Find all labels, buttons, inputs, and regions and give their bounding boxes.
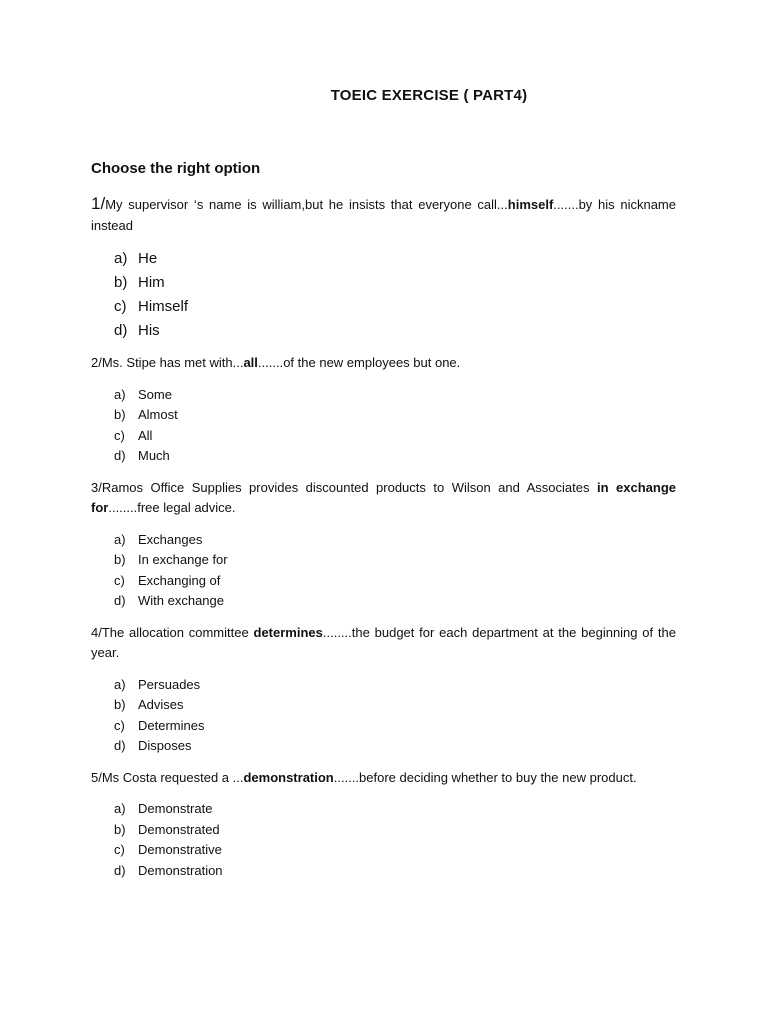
option-letter: d) (114, 448, 126, 463)
option-text: Demonstration (138, 862, 223, 878)
question-1-option-b (114, 271, 676, 295)
questions-list (91, 194, 676, 892)
question-1-option-d (114, 319, 676, 343)
option-letter: c) (114, 842, 125, 857)
question-4-text-before: The allocation committee (101, 624, 254, 640)
question-3-text-after: ........free legal advice. (108, 500, 236, 515)
instruction-heading: Choose the right option (91, 160, 261, 177)
option-letter: c) (114, 427, 125, 443)
option-text: Demonstrative (138, 842, 222, 857)
question-4-text (91, 623, 676, 664)
option-text: In exchange for (138, 552, 228, 567)
question-5-answer: demonstration (243, 769, 334, 785)
option-text: Demonstrated (138, 821, 220, 837)
question-1-option-c (114, 295, 676, 319)
option-letter: b) (114, 697, 126, 712)
option-text: With exchange (138, 593, 224, 608)
question-5-option-a (114, 799, 676, 820)
question-1-text-after: .......by his nickname instead (91, 197, 676, 233)
question-1-option-a (114, 247, 676, 271)
question-3-option-a (114, 530, 676, 551)
option-letter: a) (114, 250, 128, 267)
option-letter: d) (114, 593, 126, 608)
question-5-option-c (114, 840, 676, 861)
question-3-text-before: Ramos Office Supplies provides discounted products to Wilson and Associates (101, 479, 597, 495)
question-5-option-b (114, 820, 676, 841)
document-title: TOEIC EXERCISE ( PART4) (330, 87, 528, 104)
option-letter: c) (114, 298, 127, 315)
question-2-text-after: .......of the new employees but one. (257, 355, 461, 370)
option-text: All (138, 427, 153, 443)
option-text: His (138, 322, 160, 339)
question-4-option-b (114, 695, 676, 716)
question-3-option-c (114, 571, 676, 592)
question-2-options (91, 385, 676, 467)
question-5-text (91, 768, 676, 789)
option-letter: c) (114, 717, 125, 733)
question-5-text-after: .......before deciding whether to buy the new product. (333, 769, 637, 785)
option-letter: b) (114, 552, 126, 567)
question-4-text-after: ........the budget for each department at the beginning of the year. (91, 624, 677, 660)
question-2 (91, 353, 676, 467)
option-letter: d) (114, 322, 128, 339)
question-1-text (91, 194, 676, 236)
question-3-options (91, 530, 676, 612)
option-text: Himself (138, 298, 189, 315)
question-2-answer: all (243, 355, 258, 370)
question-1-text-before: My supervisor ‘s name is william,but he insists that everyone call... (105, 197, 508, 212)
question-2-option-d (114, 446, 676, 467)
option-text: Disposes (138, 738, 192, 753)
option-letter: d) (114, 738, 126, 753)
option-text: Him (138, 274, 165, 291)
question-1-options (91, 247, 676, 343)
option-letter: c) (114, 572, 125, 588)
option-text: Some (138, 386, 172, 402)
option-text: Almost (138, 407, 178, 422)
option-text: Exchanges (138, 531, 203, 547)
question-3-number: 3/ (91, 479, 102, 495)
question-5-text-before: Ms Costa requested a ... (101, 769, 244, 785)
option-letter: a) (114, 386, 126, 402)
option-letter: a) (114, 676, 126, 692)
question-5 (91, 768, 676, 882)
question-5-number: 5/ (91, 769, 102, 785)
question-4-option-c (114, 716, 676, 737)
option-text: Much (138, 448, 170, 463)
option-text: Demonstrate (138, 801, 213, 816)
question-2-text (91, 353, 676, 374)
question-2-number: 2/ (91, 355, 102, 370)
option-text: Determines (138, 717, 205, 733)
option-text: Persuades (138, 676, 201, 692)
option-text: Advises (138, 697, 184, 712)
question-2-text-before: Ms. Stipe has met with... (101, 355, 244, 370)
question-5-option-d (114, 861, 676, 882)
option-letter: a) (114, 531, 126, 547)
option-letter: b) (114, 407, 126, 422)
question-4-option-d (114, 736, 676, 757)
question-4-answer: determines (253, 624, 323, 640)
question-1 (91, 194, 676, 343)
question-2-option-b (114, 405, 676, 426)
question-1-number: 1/ (91, 194, 106, 213)
option-letter: a) (114, 801, 126, 816)
question-3-text (91, 478, 676, 519)
question-2-option-c (114, 426, 676, 447)
question-3-option-d (114, 591, 676, 612)
question-3 (91, 478, 676, 612)
question-2-option-a (114, 385, 676, 406)
question-4 (91, 623, 676, 757)
option-letter: d) (114, 862, 126, 878)
question-4-option-a (114, 675, 676, 696)
question-3-option-b (114, 550, 676, 571)
option-letter: b) (114, 821, 126, 837)
question-4-options (91, 675, 676, 757)
option-text: Exchanging of (138, 572, 221, 588)
question-1-answer: himself (507, 197, 554, 212)
option-text: He (138, 250, 158, 267)
option-letter: b) (114, 274, 128, 291)
question-4-number: 4/ (91, 624, 102, 640)
question-3-answer: in exchange for (91, 479, 676, 515)
question-5-options (91, 799, 676, 881)
